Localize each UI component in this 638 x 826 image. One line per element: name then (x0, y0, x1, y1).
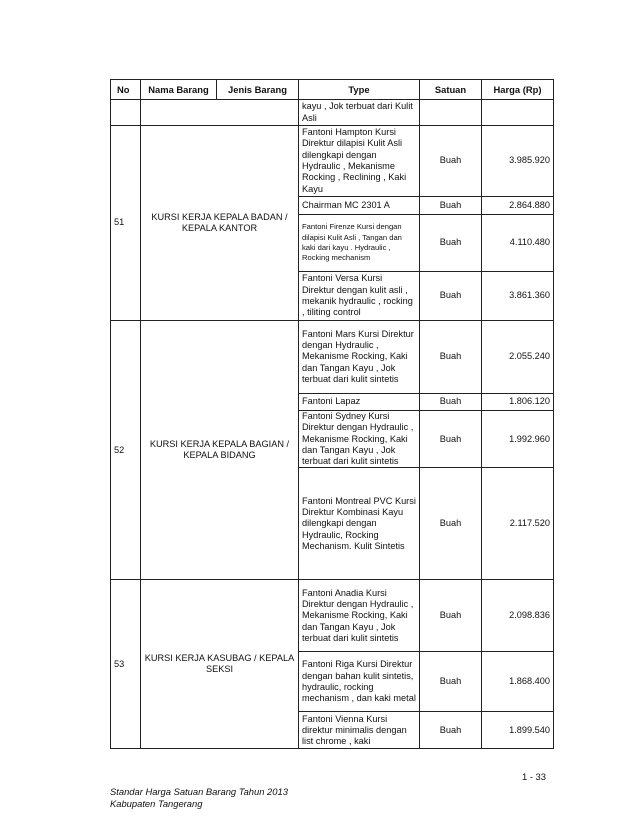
cell-type: Fantoni Firenze Kursi dengan dilapisi Kulit Asli , Tangan dan kaki dari kayu . Hydraulic , Rocking mechanism (299, 215, 420, 272)
cell-satuan: Buah (420, 272, 482, 321)
cell-type: Chairman MC 2301 A (299, 197, 420, 215)
page-footer (110, 786, 288, 810)
cell-type: Fantoni Anadia Kursi Direktur dengan Hydraulic , Mekanisme Rocking, Kaki dan Tangan Kayu , Jok terbuat dari kulit sintetis (299, 580, 420, 652)
cell-satuan: Buah (420, 197, 482, 215)
table-row (111, 580, 554, 652)
cell-satuan: Buah (420, 652, 482, 712)
cell-type: kayu , Jok terbuat dari Kulit Asli (299, 100, 420, 126)
cell-no: 52 (111, 321, 141, 580)
cell-satuan: Buah (420, 411, 482, 468)
cell-type: Fantoni Mars Kursi Direktur dengan Hydraulic , Mekanisme Rocking, Kaki dan Tangan Kayu , Jok terbuat dari kulit sintetis (299, 321, 420, 394)
cell-harga: 1.992.960 (482, 411, 554, 468)
cell-type: Fantoni Sydney Kursi Direktur dengan Hydraulic , Mekanisme Rocking, Kaki dan Tangan Kayu , Jok terbuat dari kulit sintetis (299, 411, 420, 468)
header-type: Type (299, 80, 420, 100)
cell-type: Fantoni Vienna Kursi direktur minimalis dengan list chrome , kaki (299, 712, 420, 749)
cell-nama: KURSI KERJA KEPALA BADAN / KEPALA KANTOR (141, 126, 299, 321)
cell-harga: 1.868.400 (482, 652, 554, 712)
table-row (111, 100, 554, 126)
cell-harga: 1.806.120 (482, 394, 554, 411)
cell-type: Fantoni Lapaz (299, 394, 420, 411)
price-table (110, 79, 554, 749)
cell-no (111, 100, 141, 126)
cell-harga: 2.098.836 (482, 580, 554, 652)
cell-satuan: Buah (420, 468, 482, 580)
cell-harga: 3.861.360 (482, 272, 554, 321)
cell-harga (482, 100, 554, 126)
header-no: No (111, 80, 141, 100)
cell-type: Fantoni Riga Kursi Direktur dengan bahan kulit sintetis, hydraulic, rocking mechanism , dan kaki metal (299, 652, 420, 712)
cell-harga: 1.899.540 (482, 712, 554, 749)
cell-type: Fantoni Montreal PVC Kursi Direktur Kombinasi Kayu dilengkapi dengan Hydraulic, Rocking Mechanism. Kulit Sintetis (299, 468, 420, 580)
header-jenis-barang: Jenis Barang (217, 80, 299, 100)
table-header-row (111, 80, 554, 100)
cell-no: 53 (111, 580, 141, 749)
header-nama-barang: Nama Barang (141, 80, 217, 100)
footer-region: Kabupaten Tangerang (110, 798, 203, 809)
cell-no: 51 (111, 126, 141, 321)
cell-harga: 2.117.520 (482, 468, 554, 580)
cell-harga: 4.110.480 (482, 215, 554, 272)
table-row (111, 126, 554, 197)
cell-harga: 2.864.880 (482, 197, 554, 215)
table-row (111, 321, 554, 394)
cell-type: Fantoni Hampton Kursi Direktur dilapisi Kulit Asli dilengkapi dengan Hydraulic , Mekanisme Rocking , Reclining , Kaki Kayu (299, 126, 420, 197)
cell-satuan: Buah (420, 321, 482, 394)
cell-nama: KURSI KERJA KASUBAG / KEPALA SEKSI (141, 580, 299, 749)
header-satuan: Satuan (420, 80, 482, 100)
cell-satuan: Buah (420, 126, 482, 197)
cell-satuan: Buah (420, 394, 482, 411)
footer-title: Standar Harga Satuan Barang Tahun 2013 (110, 786, 288, 797)
cell-harga: 2.055.240 (482, 321, 554, 394)
cell-satuan: Buah (420, 580, 482, 652)
cell-satuan: Buah (420, 215, 482, 272)
page-number: 1 - 33 (522, 771, 546, 782)
cell-nama: KURSI KERJA KEPALA BAGIAN / KEPALA BIDANG (141, 321, 299, 580)
cell-satuan (420, 100, 482, 126)
cell-satuan: Buah (420, 712, 482, 749)
header-harga: Harga (Rp) (482, 80, 554, 100)
cell-nama (141, 100, 299, 126)
cell-harga: 3.985.920 (482, 126, 554, 197)
cell-type: Fantoni Versa Kursi Direktur dengan kulit asli , mekanik hydraulic , rocking , tiliting control (299, 272, 420, 321)
